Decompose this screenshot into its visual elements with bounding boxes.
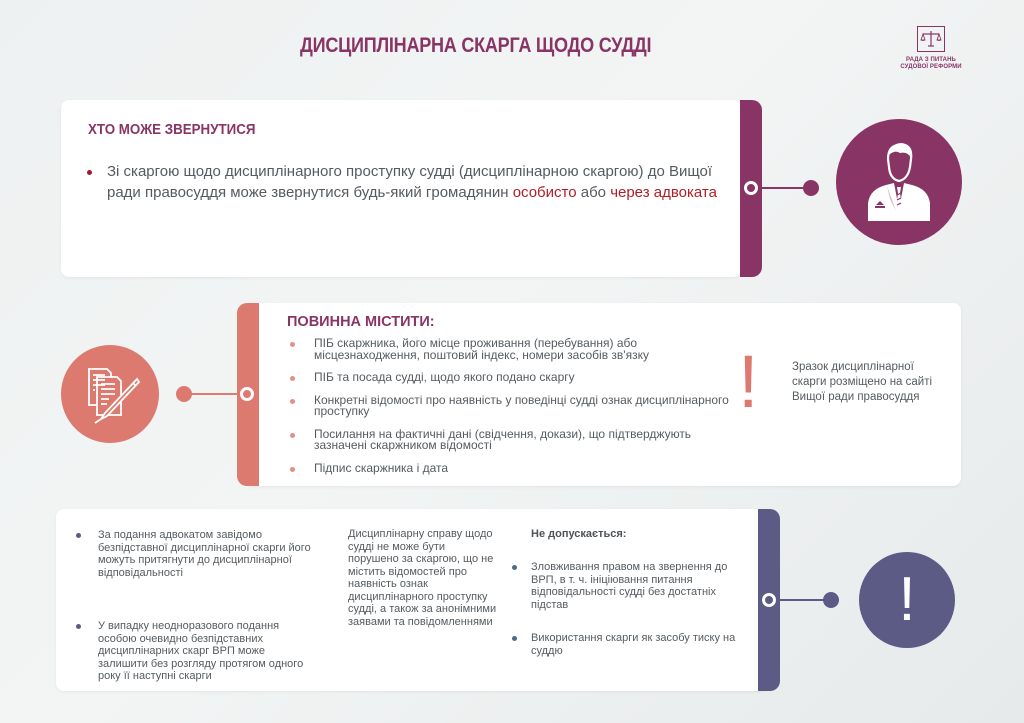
connector-line <box>776 599 824 601</box>
list-item-text: Підпис скаржника і дата <box>314 460 449 475</box>
exclamation-mark: ! <box>898 565 916 634</box>
must-contain-list <box>290 338 730 485</box>
who-can-apply-heading: ХТО МОЖЕ ЗВЕРНУТИСЯ <box>88 122 256 138</box>
list-item <box>512 561 752 611</box>
organization-logo <box>896 26 966 71</box>
connector-dot <box>823 592 839 608</box>
connector-dot <box>803 180 819 196</box>
who-can-apply-text-part: Зі скаргою щодо дисциплінарного проступку судді (дисциплінарною скаргою) до Вищої ради правосуддя може звернутися будь-який громадянин <box>107 163 713 201</box>
bullet-dot <box>290 376 295 381</box>
bullet-dot <box>290 399 295 404</box>
connector-ring <box>744 181 758 195</box>
connector-ring <box>240 387 254 401</box>
no-case-rule-text: Дисциплінарну справу щодо судді не може бути порушено за скаргою, що не містить відомостей про наявність ознак дисциплінарного проступку судді, а також за анонімними заявами та повідомленнями <box>348 528 497 628</box>
not-allowed-section <box>512 528 752 657</box>
highlight-personally: особисто <box>512 184 577 201</box>
bullet-dot <box>512 636 517 641</box>
document-pen-icon <box>61 345 159 443</box>
list-item-text: Зловживання правом на звернення до ВРП, в т. ч. ініціювання питання відповідальності судді без достатніх підстав <box>531 561 728 611</box>
exclamation-icon: ! <box>738 340 759 423</box>
list-item-text: За подання адвокатом завідомо безпідставної дисциплінарної скарги його можуть притягнути до дисциплінарної відповідальності <box>98 529 311 579</box>
connector-ring <box>762 593 776 607</box>
sample-complaint-note: Зразок дисциплінарної скарги розміщено на сайті Вищої ради правосуддя <box>792 361 933 403</box>
bullet-dot <box>290 342 295 347</box>
list-item <box>76 529 316 579</box>
bullet-dot <box>87 170 92 175</box>
list-item <box>290 460 730 475</box>
who-can-apply-text-part: або <box>576 184 611 201</box>
list-item-text: У випадку неодноразового подання особою очевидно безпідставних дисциплінарних скарг ВРП може залишити без розгляду протягом одного року її наступні скарги <box>98 620 304 682</box>
bullet-dot <box>76 533 81 538</box>
connector-line <box>758 187 806 189</box>
list-item <box>512 632 752 657</box>
list-item-text: Конкретні відомості про наявність у поведінці судді ознак дисциплінарного проступку <box>314 392 729 418</box>
list-item <box>290 372 730 384</box>
list-item <box>290 392 730 418</box>
list-item-text: Посилання на фактичні дані (свідчення, докази), що підтверджують зазначені скаржником відомості <box>314 426 692 452</box>
highlight-via-lawyer: через адвоката <box>610 184 717 201</box>
bullet-dot <box>290 467 295 472</box>
connector-line <box>190 393 240 395</box>
list-item-text: ПІБ скаржника, його місце проживання (перебування) або місцезнаходження, поштовий індекс, номери засобів зв'язку <box>314 336 649 362</box>
not-allowed-heading: Не допускається: <box>531 528 627 540</box>
logo-line-2: СУДОВОЇ РЕФОРМИ <box>900 64 962 70</box>
bullet-dot <box>76 624 81 629</box>
who-can-apply-text <box>107 161 727 203</box>
page-title: ДИСЦИПЛІНАРНА СКАРГА ЩОДО СУДДІ <box>300 34 652 57</box>
logo-line-1: РАДА З ПИТАНЬ <box>906 57 956 63</box>
lawyer-warnings-list <box>76 529 316 683</box>
list-item-text: ПІБ та посада судді, щодо якого подано скаргу <box>314 370 575 384</box>
list-item <box>76 620 316 683</box>
list-item-text: Використання скарги як засобу тиску на суддю <box>531 632 736 657</box>
list-item <box>290 338 730 361</box>
judge-person-icon <box>836 119 962 245</box>
bullet-dot <box>512 565 517 570</box>
scales-icon <box>917 26 945 52</box>
exclamation-icon <box>859 552 955 648</box>
list-item <box>290 426 730 452</box>
logo-text <box>896 57 966 71</box>
must-contain-heading: ПОВИННА МІСТИТИ: <box>287 314 435 330</box>
bullet-dot <box>290 433 295 438</box>
